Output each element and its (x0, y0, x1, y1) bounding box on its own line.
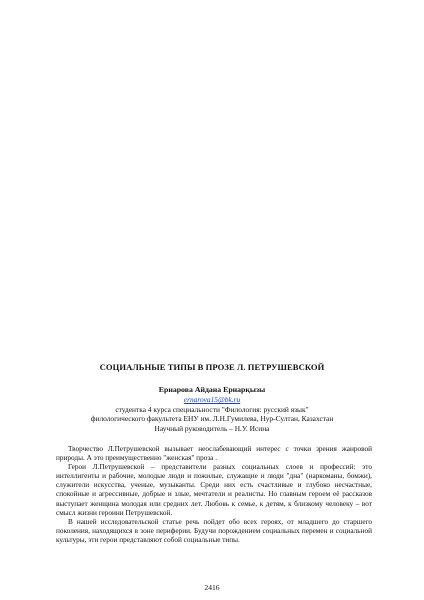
page-number: 2416 (204, 583, 220, 592)
affiliation-line-2: филологического факультета ЕНУ им. Л.Н.Гумилева, Нур-Султан, Казахстан (90, 414, 334, 423)
author-name: Ернарова Айдана Ернарқызы (158, 385, 266, 394)
article-title: СОЦИАЛЬНЫЕ ТИПЫ В ПРОЗЕ Л. ПЕТРУШЕВСКОЙ (99, 362, 325, 372)
paragraph: Герои Л.Петрушевской – представители разных социальных слоев и профессий: это интеллигенты и рабочие, молодые люди и пожилые, служащие и люди "дна" (наркоманы, бомжи), служители искусства, ученые, музыканты. Среди них есть счастливые и глубоко несчастные, спокойные и агрессивные, добрые и злые, мечтатели и реалисты. Но главным героем её рассказов выступает женщина молодая или средних лет. Любовь к семье, к детям, к близкому человеку – вот смысл жизни героини Петрушевской. (56, 463, 372, 517)
article-body (56, 445, 372, 545)
affiliation-line-1: студентка 4 курса специальности "Филология: русский язык" (115, 405, 309, 414)
paragraph: Творчество Л.Петрушевской вызывает неослабевающий интерес с точки зрения жанровой природы. А это преимущественно "женская" проза . (56, 445, 372, 463)
author-email-link[interactable]: ernarova15@bk.ru (183, 395, 241, 404)
paragraph: В нашей исследовательской статье речь пойдет обо всех героях, от младшего до старшего поколения, находящихся в зоне периферии. Будучи порождением социальных перемен и социальной культуры, эти герои представляют собой социальные типы. (56, 517, 372, 544)
supervisor-line: Научный руководитель – Н.У. Исина (154, 424, 270, 433)
